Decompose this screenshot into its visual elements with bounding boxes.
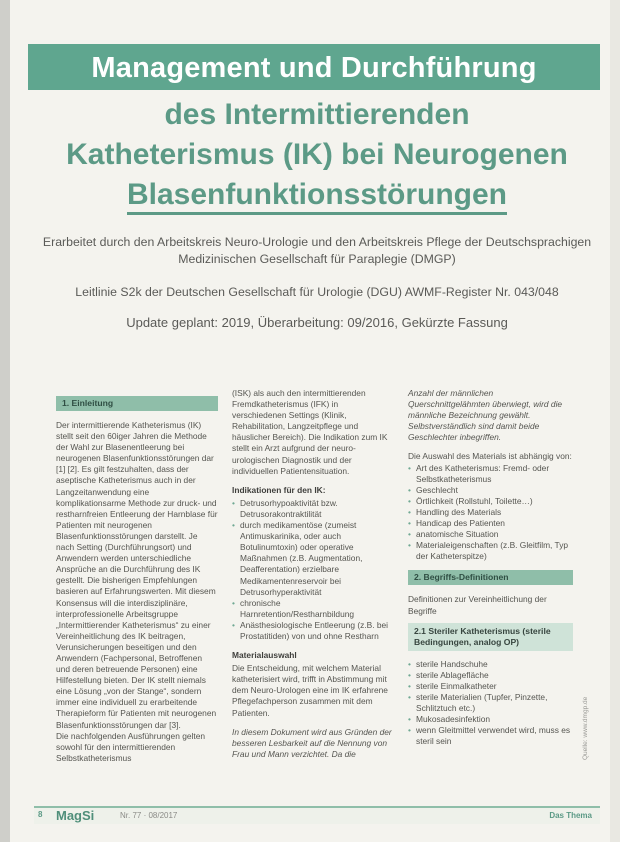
list-item: • Handling des Materials xyxy=(408,507,573,518)
list-item: • sterile Handschuhe xyxy=(408,659,573,670)
column-1 xyxy=(56,396,218,764)
list-item: • chronische Harnretention/Restharnbildung xyxy=(232,598,394,620)
list-item: • Handicap des Patienten xyxy=(408,518,573,529)
title-block xyxy=(34,95,600,215)
issue-info: Nr. 77 · 08/2017 xyxy=(120,811,178,820)
list-item: • anatomische Situation xyxy=(408,529,573,540)
selection-intro: Die Auswahl des Materials ist abhängig von: xyxy=(408,451,572,462)
indications-heading: Indikationen für den IK: xyxy=(232,484,326,495)
list-item: • Materialeigenschaften (z.B. Gleitfilm, Typ der Katheterspitze) xyxy=(408,540,573,562)
material-paragraph: Die Entscheidung, mit welchem Material katheterisiert wird, trifft in Abstimmung mit dem Neuro-Urologen eine im IK erfahrene Pflegefachperson zusammen mit dem Patienten. xyxy=(232,663,388,718)
guideline-text: Leitlinie S2k der Deutschen Gesellschaft für Urologie (DGU) AWMF-Register Nr. 043/048 xyxy=(75,285,559,299)
intro-paragraph-2: Die nachfolgenden Ausführungen gelten sowohl für den intermittierenden Selbstkatheterismus xyxy=(56,730,206,763)
gender-note: In diesem Dokument wird aus Gründen der besseren Lesbarkeit auf die Nennung von Frau und Mann verzichtet. Da die xyxy=(232,726,392,759)
material-heading: Materialauswahl xyxy=(232,650,297,661)
list-item: • Geschlecht xyxy=(408,485,573,496)
page-number: 8 xyxy=(38,810,43,819)
authors-text: Erarbeitet durch den Arbeitskreis Neuro-Urologie und den Arbeitskreis Pflege der Deutschsprachigen Medizinischen Gesellschaft für Paraplegie (DMGP) xyxy=(42,235,592,266)
subsection-heading-sterile: 2.1 Steriler Katheterismus (sterile Bedingungen, analog OP) xyxy=(408,623,573,651)
list-item: • Detrusorhypoaktivität bzw. Detrusorakontraktilität xyxy=(232,498,394,520)
column-3 xyxy=(408,388,573,747)
list-item: • sterile Materialien (Tupfer, Pinzette, Schlitztuch etc.) xyxy=(408,692,573,714)
update-text: Update geplant: 2019, Überarbeitung: 09/2016, Gekürzte Fassung xyxy=(126,315,508,330)
list-item: • wenn Gleitmittel verwendet wird, muss es steril sein xyxy=(408,725,573,747)
section-heading-definitions: 2. Begriffs-Definitionen xyxy=(408,570,573,585)
sterile-list xyxy=(408,659,573,748)
title-line-2: des Intermittierenden xyxy=(164,98,470,131)
section-heading-introduction: 1. Einleitung xyxy=(56,396,218,411)
gender-note-continued: Anzahl der männlichen Querschnittgelähmten überwiegt, wird die männliche Bezeichnung gewählt. Selbstverständlich sind damit beide Geschlechter inbegriffen. xyxy=(408,388,563,443)
list-item: • durch medikamentöse (zumeist Antimuskarinika, oder auch Botulinumtoxin) oder operative Maßnahmen (z.B. Augmentation, Deafferentation) erzielbare Medikamentenreservoir bei Detrusorhyperaktivität xyxy=(232,520,394,598)
selection-list xyxy=(408,463,573,563)
title-line-4: Blasenfunktionsstörungen xyxy=(127,178,507,215)
list-item: • sterile Ablagefläche xyxy=(408,670,573,681)
side-source-text: Quelle: www.dmgp.de xyxy=(582,696,589,760)
title-banner xyxy=(28,44,600,90)
list-item: • Mukosadesinfektion xyxy=(408,714,573,725)
title-line-1: Management und Durchführung xyxy=(91,52,537,84)
list-item: • sterile Einmalkatheter xyxy=(408,681,573,692)
intro-paragraph: Der intermittierende Katheterismus (IK) stellt seit den 60iger Jahren die Methode der Wahl zur Blasenentleerung bei neurogenen Blasenfunktionsstörungen dar [1] [2]. Es gilt festzuhalten, dass der aseptische Katheterismus auch in der Langzeitanwendung eine komplikationsarme Methode zur druck- und restharnfreien Entleerung der Harnblase für Patienten mit neurogenen Blasenfunktionsstörungen darstellt. Je nach Setting (Durchführungsort) und Anwendern werden unterschiedliche Ansprüche an die Durchführung des IK gestellt. Die bisherigen Empfehlungen basieren auf Erfahrungswerten. Mit diesem Konsensus will die interdisziplinäre, interprofessionelle Arbeitsgruppe „Intermittierender Katheterismus“ zu einer Vereinheitlichung des IK beitragen, Verunsicherungen beseitigen und den Anwendern (Fachpersonal, Betroffenen und deren betreuende Personen) eine Hilfestellung bieten. Der IK stellt niemals eine Lösung „von der Stange“, sondern immer eine individuell zu erarbeitende Therapieform für Patienten mit neurogenen Blasenfunktionsstörungen dar [3]. xyxy=(56,420,218,730)
footer xyxy=(34,806,600,824)
column-2 xyxy=(232,388,394,760)
definitions-intro: Definitionen zur Vereinheitlichung der Begriffe xyxy=(408,594,547,616)
indications-list xyxy=(232,498,394,642)
list-item: • Örtlichkeit (Rollstuhl, Toilette…) xyxy=(408,496,573,507)
list-item: • Art des Katheterismus: Fremd- oder Selbstkatheterismus xyxy=(408,463,573,485)
section-label: Das Thema xyxy=(549,811,592,820)
title-line-3: Katheterismus (IK) bei Neurogenen xyxy=(66,138,568,171)
scan-edge xyxy=(0,0,10,842)
list-item: • Anästhesiologische Entleerung (z.B. bei Prostatitiden) von und ohne Restharn xyxy=(232,620,394,642)
setting-paragraph: (ISK) als auch den intermittierenden Fremdkatheterismus (IFK) in verschiedenen Settings (Klinik, Rehabilitation, Langzeitpflege und häuslicher Bereich). Die Indikation zum IK stellt ein Arzt aufgrund der neuro-urologischen Diagnostik und der individuellen Patientensituation. xyxy=(232,388,388,476)
magazine-logo: MagSi xyxy=(56,808,95,823)
